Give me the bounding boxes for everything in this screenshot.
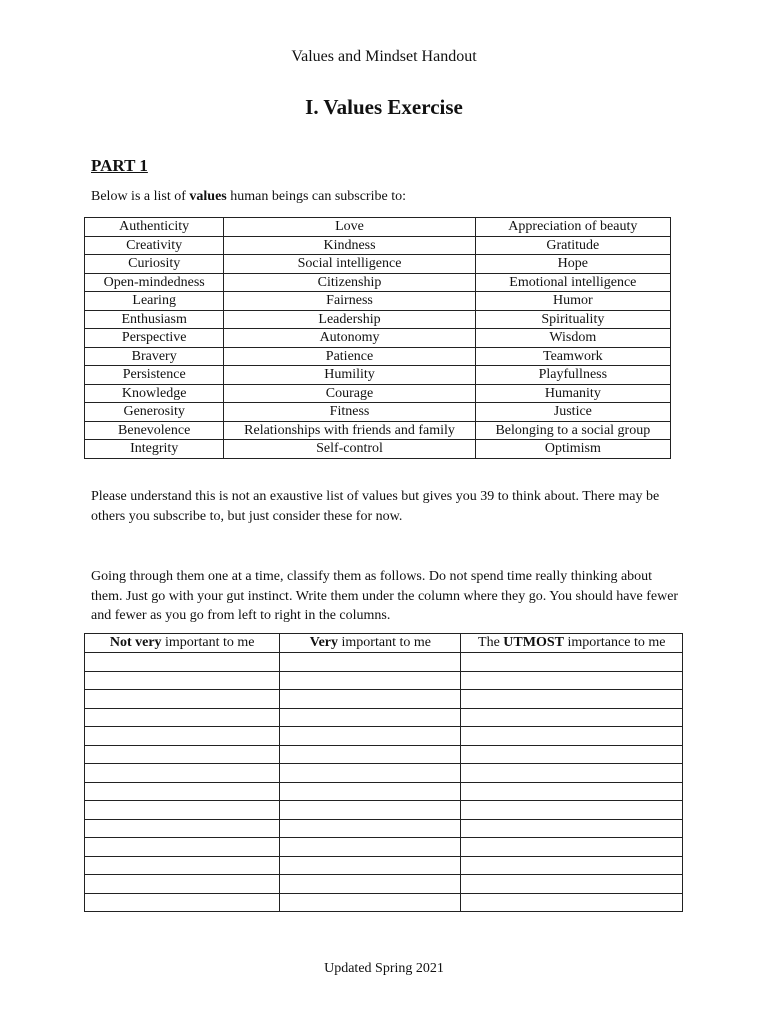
- blank-entry-cell[interactable]: [461, 671, 683, 690]
- blank-entry-cell[interactable]: [280, 819, 461, 838]
- value-cell: Generosity: [85, 403, 224, 422]
- values-table: [84, 217, 671, 459]
- blank-entry-cell[interactable]: [85, 764, 280, 783]
- classification-row: [85, 671, 683, 690]
- value-cell: Kindness: [224, 236, 475, 255]
- value-cell: Perspective: [85, 329, 224, 348]
- classification-table: [84, 633, 683, 912]
- values-row: [85, 421, 671, 440]
- value-cell: Teamwork: [475, 347, 670, 366]
- paragraph-1: Please understand this is not an exaustive list of values but gives you 39 to think about. There may be others you subscribe to, but just consider these for now.: [91, 489, 660, 524]
- classification-row: [85, 690, 683, 709]
- values-row: [85, 440, 671, 459]
- blank-entry-cell[interactable]: [85, 782, 280, 801]
- classification-row: [85, 801, 683, 820]
- classification-header-row: [85, 634, 683, 653]
- classification-row: [85, 727, 683, 746]
- blank-entry-cell[interactable]: [280, 690, 461, 709]
- blank-entry-cell[interactable]: [85, 801, 280, 820]
- blank-entry-cell[interactable]: [280, 856, 461, 875]
- values-row: [85, 273, 671, 292]
- value-cell: Self-control: [224, 440, 475, 459]
- values-row: [85, 366, 671, 385]
- header-not-very-bold: Not very: [109, 635, 162, 650]
- blank-entry-cell[interactable]: [85, 819, 280, 838]
- value-cell: Open-mindedness: [85, 273, 224, 292]
- value-cell: Humor: [475, 292, 670, 311]
- value-cell: Leadership: [224, 310, 475, 329]
- blank-entry-cell[interactable]: [85, 708, 280, 727]
- blank-entry-cell[interactable]: [280, 838, 461, 857]
- value-cell: Appreciation of beauty: [475, 218, 670, 237]
- blank-entry-cell[interactable]: [85, 671, 280, 690]
- blank-entry-cell[interactable]: [461, 875, 683, 894]
- document-footer: Updated Spring 2021: [324, 961, 444, 976]
- value-cell: Wisdom: [475, 329, 670, 348]
- value-cell: Integrity: [85, 440, 224, 459]
- value-cell: Belonging to a social group: [475, 421, 670, 440]
- blank-entry-cell[interactable]: [461, 745, 683, 764]
- blank-entry-cell[interactable]: [461, 782, 683, 801]
- value-cell: Optimism: [475, 440, 670, 459]
- part-heading: PART 1: [91, 156, 148, 175]
- blank-entry-cell[interactable]: [85, 690, 280, 709]
- values-row: [85, 255, 671, 274]
- value-cell: Emotional intelligence: [475, 273, 670, 292]
- value-cell: Humility: [224, 366, 475, 385]
- blank-entry-cell[interactable]: [461, 893, 683, 912]
- value-cell: Love: [224, 218, 475, 237]
- classification-row: [85, 708, 683, 727]
- classification-row: [85, 856, 683, 875]
- header-very: [280, 634, 461, 653]
- blank-entry-cell[interactable]: [85, 838, 280, 857]
- values-row: [85, 384, 671, 403]
- classification-row: [85, 653, 683, 672]
- header-not-very-rest: important to me: [161, 635, 255, 650]
- intro-bold: values: [189, 189, 227, 204]
- classification-row: [85, 764, 683, 783]
- page-title: I. Values Exercise: [305, 95, 463, 119]
- blank-entry-cell[interactable]: [461, 819, 683, 838]
- value-cell: Bravery: [85, 347, 224, 366]
- values-row: [85, 329, 671, 348]
- values-row: [85, 310, 671, 329]
- value-cell: Learing: [85, 292, 224, 311]
- blank-entry-cell[interactable]: [280, 782, 461, 801]
- values-row: [85, 403, 671, 422]
- blank-entry-cell[interactable]: [461, 727, 683, 746]
- intro-before: Below is a list of: [91, 189, 190, 204]
- blank-entry-cell[interactable]: [280, 653, 461, 672]
- blank-entry-cell[interactable]: [280, 745, 461, 764]
- blank-entry-cell[interactable]: [85, 875, 280, 894]
- classification-row: [85, 875, 683, 894]
- value-cell: Spirituality: [475, 310, 670, 329]
- classification-row: [85, 782, 683, 801]
- blank-entry-cell[interactable]: [461, 690, 683, 709]
- header-very-bold: Very: [309, 635, 339, 650]
- blank-entry-cell[interactable]: [461, 801, 683, 820]
- values-row: [85, 236, 671, 255]
- header-utmost-rest: importance to me: [563, 635, 666, 650]
- value-cell: Playfullness: [475, 366, 670, 385]
- blank-entry-cell[interactable]: [461, 838, 683, 857]
- blank-entry-cell[interactable]: [280, 727, 461, 746]
- value-cell: Authenticity: [85, 218, 224, 237]
- value-cell: Gratitude: [475, 236, 670, 255]
- intro-after: human beings can subscribe to:: [226, 189, 406, 204]
- classification-row: [85, 745, 683, 764]
- value-cell: Citizenship: [224, 273, 475, 292]
- value-cell: Relationships with friends and family: [224, 421, 475, 440]
- value-cell: Justice: [475, 403, 670, 422]
- blank-entry-cell[interactable]: [280, 875, 461, 894]
- classification-row: [85, 838, 683, 857]
- blank-entry-cell[interactable]: [280, 708, 461, 727]
- value-cell: Benevolence: [85, 421, 224, 440]
- blank-entry-cell[interactable]: [461, 764, 683, 783]
- header-very-rest: important to me: [338, 635, 431, 650]
- value-cell: Fitness: [224, 403, 475, 422]
- blank-entry-cell[interactable]: [85, 745, 280, 764]
- paragraph-2: Going through them one at a time, classify them as follows. Do not spend time really thinking about them. Just go with your gut instinct. Write them under the column where they go. You should have fewer and fewer as you go from left to right in the columns.: [91, 569, 679, 623]
- blank-entry-cell[interactable]: [85, 653, 280, 672]
- value-cell: Social intelligence: [224, 255, 475, 274]
- value-cell: Creativity: [85, 236, 224, 255]
- value-cell: Humanity: [475, 384, 670, 403]
- classification-row: [85, 893, 683, 912]
- blank-entry-cell[interactable]: [461, 708, 683, 727]
- classification-row: [85, 819, 683, 838]
- value-cell: Knowledge: [85, 384, 224, 403]
- value-cell: Fairness: [224, 292, 475, 311]
- blank-entry-cell[interactable]: [85, 856, 280, 875]
- header-not-very: [85, 634, 280, 653]
- value-cell: Hope: [475, 255, 670, 274]
- header-utmost-prefix: The: [478, 635, 504, 650]
- values-row: [85, 347, 671, 366]
- document-header: Values and Mindset Handout: [291, 48, 477, 65]
- header-utmost-bold: UTMOST: [503, 635, 564, 650]
- value-cell: Courage: [224, 384, 475, 403]
- values-row: [85, 218, 671, 237]
- value-cell: Curiosity: [85, 255, 224, 274]
- value-cell: Autonomy: [224, 329, 475, 348]
- value-cell: Persistence: [85, 366, 224, 385]
- blank-entry-cell[interactable]: [280, 671, 461, 690]
- blank-entry-cell[interactable]: [280, 764, 461, 783]
- value-cell: Enthusiasm: [85, 310, 224, 329]
- blank-entry-cell[interactable]: [85, 727, 280, 746]
- values-row: [85, 292, 671, 311]
- blank-entry-cell[interactable]: [280, 893, 461, 912]
- blank-entry-cell[interactable]: [461, 653, 683, 672]
- header-utmost: [461, 634, 683, 653]
- blank-entry-cell[interactable]: [461, 856, 683, 875]
- blank-entry-cell[interactable]: [280, 801, 461, 820]
- intro-text: [91, 189, 406, 205]
- value-cell: Patience: [224, 347, 475, 366]
- blank-entry-cell[interactable]: [85, 893, 280, 912]
